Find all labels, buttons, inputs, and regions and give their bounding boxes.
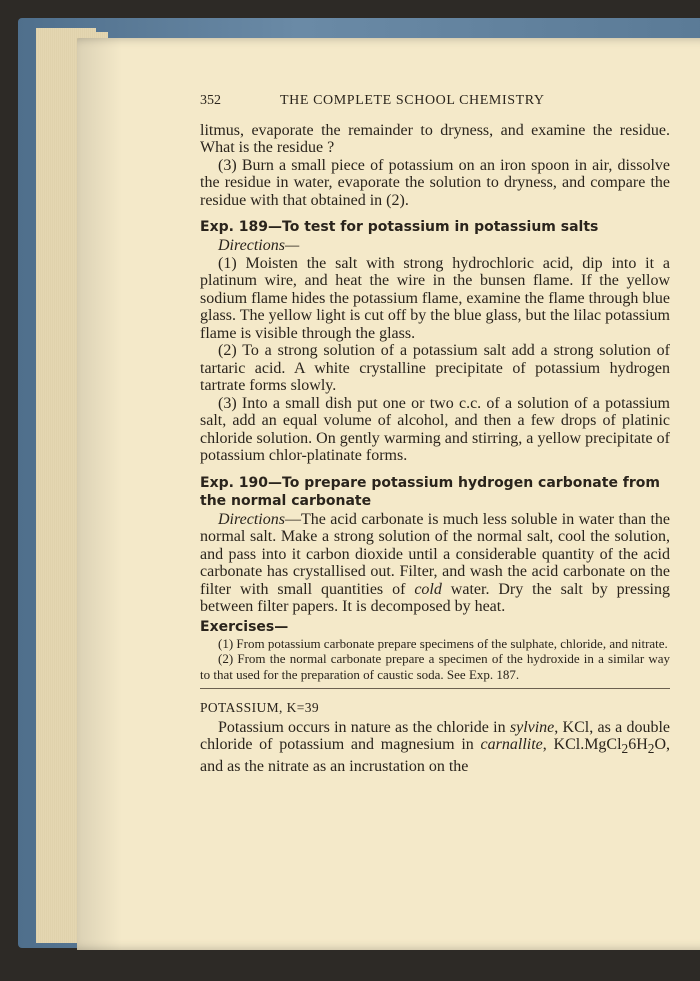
term-sylvine: sylvine: [509, 718, 555, 736]
exp-189-step-2: (2) To a strong solution of a potassium salt add a strong solution of tartaric acid. A white crystalline precipitate of potassium hydrogen tartrate forms slowly.: [200, 342, 670, 394]
exp-190-directions-label: Directions: [218, 510, 285, 528]
page-content: [200, 92, 670, 775]
page-number: 352: [200, 93, 221, 108]
term-carnallite: carnallite: [480, 736, 543, 753]
running-title: THE COMPLETE SCHOOL CHEMISTRY: [280, 93, 545, 108]
potassium-heading: POTASSIUM, K=39: [200, 700, 320, 715]
page-gutter-shadow: [77, 38, 122, 950]
exp-189-step-3: (3) Into a small dish put one or two c.c. of a solution of a potassium salt, add an equal volume of alcohol, and then a few drops of platinic chloride solution. On gently warming and stirring, a yellow precipitate of potassium chlor-platinate forms.: [200, 394, 670, 464]
running-header: [200, 92, 670, 110]
exp-189-step-1: (1) Moisten the salt with strong hydrochloric acid, dip into it a platinum wire, and heat the wire in the bunsen flame. If the yellow sodium flame hides the potassium flame, examine the flame through blue glass. The yellow light is cut off by the blue glass, but the lilac potassium flame is visible through the glass.: [200, 254, 670, 342]
exp-189-directions: Directions—: [218, 237, 300, 254]
section-divider: [200, 688, 670, 689]
exercise-item-2: (2) From the normal carbonate prepare a specimen of the hydroxide in a similar way to that used for the preparation of caustic soda. See Exp. 187.: [200, 651, 670, 682]
exp-189-heading: Exp. 189—To test for potassium in potassium salts: [200, 219, 599, 235]
exp-190-heading: Exp. 190—To prepare potassium hydrogen carbonate from the normal carbonate: [200, 474, 661, 509]
emphasis-cold: cold: [414, 580, 442, 598]
intro-paragraph: litmus, evaporate the remainder to dryness, and examine the residue. What is the residue ?: [200, 121, 670, 156]
intro-step-3: (3) Burn a small piece of potassium on an iron spoon in air, dissolve the residue in water, evaporate the solution to dryness, and compare the residue with that obtained in (2).: [200, 156, 670, 209]
exp-190-directions: Directions—The acid carbonate is much less soluble in water than the normal salt. Make a strong solution of the normal salt, cool the solution, and pass into it carbon dioxide until a considerable quantity of the acid carbonate has crystallised out. Filter, and wash the acid carbonate on the filter with small quantities of cold water. Dry the salt by pressing between filter papers. It is decomposed by heat.: [200, 510, 670, 615]
potassium-paragraph: Potassium occurs in nature as the chloride in sylvine, KCl, as a double chloride of potassium and magnesium in carnallite, $KCl.MgCl_26H_2O$, and as the nitrate as an incrustation on the: [200, 718, 671, 775]
exercises-heading: Exercises—: [200, 618, 289, 635]
exercise-item-1: (1) From potassium carbonate prepare specimens of the sulphate, chloride, and nitrate.: [218, 635, 668, 651]
formula-carnallite: $KCl.MgCl_26H_2O$: [553, 736, 667, 757]
